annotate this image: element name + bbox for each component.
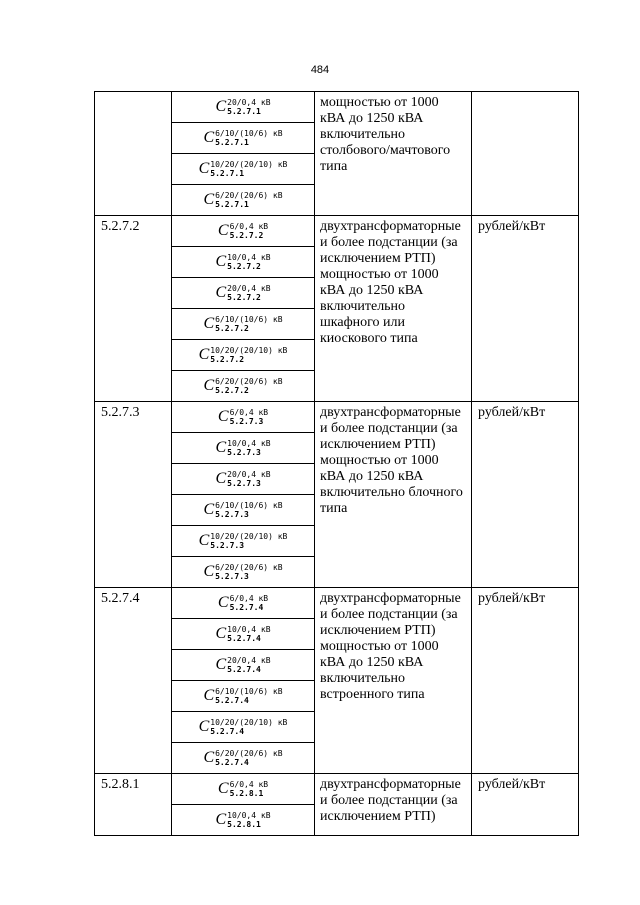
formula-superscript: 10/0,4 кВ — [227, 811, 271, 820]
rate-formula — [218, 222, 268, 240]
formula-superscript: 6/0,4 кВ — [229, 780, 269, 789]
formula-subscript: 5.2.7.2 — [229, 231, 264, 240]
formula-superscript: 6/10/(10/6) кВ — [215, 501, 283, 510]
formula-superscript: 10/20/(20/10) кВ — [210, 532, 288, 541]
formula-cell — [172, 774, 315, 836]
formula-base: C — [203, 749, 215, 766]
rate-formula — [215, 625, 270, 643]
formula-box — [172, 556, 314, 587]
formula-base: C — [198, 532, 210, 549]
formula-cell — [172, 92, 315, 216]
table-row — [95, 92, 579, 216]
formula-base: C — [215, 98, 227, 115]
rate-formula — [215, 284, 270, 302]
formula-subscript: 5.2.7.1 — [210, 169, 245, 178]
table-row — [95, 216, 579, 402]
rate-formula — [203, 749, 282, 767]
formula-subscript: 5.2.8.1 — [229, 789, 264, 798]
formula-base: C — [215, 439, 227, 456]
formula-box — [172, 432, 314, 463]
formula-subscript: 5.2.7.3 — [227, 448, 261, 457]
formula-box — [172, 494, 314, 525]
formula-subscript: 5.2.7.2 — [227, 293, 261, 302]
rate-formula — [215, 253, 270, 271]
item-code: 5.2.7.4 — [95, 588, 172, 774]
rate-formula — [199, 346, 288, 364]
formula-base: C — [198, 346, 210, 363]
rate-formula — [203, 315, 282, 333]
formula-subscript: 5.2.7.3 — [215, 510, 249, 519]
item-description: двухтрансформаторные и более подстанции (за исключением РТП) — [315, 774, 472, 836]
formula-box — [172, 525, 314, 556]
formula-box — [172, 711, 314, 742]
formula-superscript: 6/10/(10/6) кВ — [215, 315, 283, 324]
formula-superscript: 6/20/(20/6) кВ — [215, 563, 283, 572]
item-description: двухтрансформаторные и более подстанции (за исключением РТП) мощностью от 1000 кВА до 1250 кВА включительно шкафного или киоскового типа — [315, 216, 472, 402]
formula-subscript: 5.2.7.2 — [227, 262, 261, 271]
formula-base: C — [198, 718, 210, 735]
formula-subscript: 5.2.7.4 — [215, 696, 249, 705]
formula-box — [172, 339, 314, 370]
rate-formula — [203, 191, 282, 209]
formula-box — [172, 246, 314, 277]
formula-superscript: 10/0,4 кВ — [227, 253, 271, 262]
formula-base: C — [215, 811, 227, 828]
formula-superscript: 10/20/(20/10) кВ — [210, 346, 288, 355]
formula-base: C — [203, 377, 215, 394]
formula-subscript: 5.2.7.1 — [227, 107, 261, 116]
formula-box — [172, 92, 314, 122]
unit-cell: рублей/кВт — [472, 588, 579, 774]
formula-subscript: 5.2.7.3 — [215, 572, 249, 581]
formula-base: C — [215, 284, 227, 301]
unit-cell: рублей/кВт — [472, 774, 579, 836]
formula-superscript: 6/10/(10/6) кВ — [215, 687, 283, 696]
formula-subscript: 5.2.7.4 — [229, 603, 264, 612]
formula-cell — [172, 216, 315, 402]
formula-cell — [172, 402, 315, 588]
unit-cell: рублей/кВт — [472, 402, 579, 588]
formula-subscript: 5.2.8.1 — [227, 820, 261, 829]
formula-superscript: 10/20/(20/10) кВ — [210, 718, 288, 727]
formula-box — [172, 774, 314, 804]
rate-formula — [203, 129, 282, 147]
formula-superscript: 6/0,4 кВ — [229, 594, 269, 603]
item-code: 5.2.7.3 — [95, 402, 172, 588]
formula-base: C — [198, 160, 210, 177]
tariff-table-body — [95, 92, 579, 836]
rate-formula — [215, 811, 270, 829]
formula-box — [172, 649, 314, 680]
formula-superscript: 20/0,4 кВ — [227, 656, 271, 665]
formula-box — [172, 153, 314, 184]
item-code: 5.2.8.1 — [95, 774, 172, 836]
formula-base: C — [203, 501, 215, 518]
table-row — [95, 402, 579, 588]
table-row — [95, 588, 579, 774]
rate-formula — [203, 377, 282, 395]
rate-formula — [203, 501, 282, 519]
unit-cell — [472, 92, 579, 216]
formula-superscript: 20/0,4 кВ — [227, 284, 271, 293]
rate-formula — [218, 408, 268, 426]
formula-subscript: 5.2.7.1 — [215, 138, 249, 147]
formula-box — [172, 402, 314, 432]
formula-box — [172, 742, 314, 773]
formula-base: C — [203, 191, 215, 208]
formula-base: C — [203, 315, 215, 332]
formula-box — [172, 277, 314, 308]
formula-superscript: 6/10/(10/6) кВ — [215, 129, 283, 138]
formula-superscript: 10/0,4 кВ — [227, 625, 271, 634]
formula-superscript: 10/0,4 кВ — [227, 439, 271, 448]
formula-superscript: 6/0,4 кВ — [229, 408, 269, 417]
formula-box — [172, 370, 314, 401]
formula-subscript: 5.2.7.4 — [227, 634, 261, 643]
rate-formula — [215, 470, 270, 488]
formula-box — [172, 308, 314, 339]
formula-base: C — [215, 625, 227, 642]
formula-base: C — [215, 656, 227, 673]
formula-subscript: 5.2.7.2 — [215, 386, 249, 395]
formula-superscript: 6/20/(20/6) кВ — [215, 377, 283, 386]
rate-formula — [215, 98, 270, 116]
rate-formula — [215, 439, 270, 457]
formula-base: C — [217, 594, 229, 611]
formula-superscript: 6/20/(20/6) кВ — [215, 749, 283, 758]
formula-superscript: 6/20/(20/6) кВ — [215, 191, 283, 200]
rate-formula — [203, 563, 282, 581]
formula-subscript: 5.2.7.4 — [210, 727, 245, 736]
formula-base: C — [203, 687, 215, 704]
formula-base: C — [203, 129, 215, 146]
formula-box — [172, 588, 314, 618]
rate-formula — [199, 160, 288, 178]
formula-subscript: 5.2.7.3 — [229, 417, 264, 426]
formula-base: C — [217, 780, 229, 797]
formula-superscript: 6/0,4 кВ — [229, 222, 269, 231]
formula-base: C — [215, 253, 227, 270]
formula-base: C — [217, 222, 229, 239]
table-row — [95, 774, 579, 836]
formula-base: C — [217, 408, 229, 425]
item-code — [95, 92, 172, 216]
formula-base: C — [215, 470, 227, 487]
formula-box — [172, 122, 314, 153]
item-code: 5.2.7.2 — [95, 216, 172, 402]
formula-subscript: 5.2.7.3 — [210, 541, 245, 550]
tariff-table — [94, 91, 579, 836]
rate-formula — [199, 718, 288, 736]
item-description: двухтрансформаторные и более подстанции (за исключением РТП) мощностью от 1000 кВА до 1250 кВА включительно встроенного типа — [315, 588, 472, 774]
formula-subscript: 5.2.7.4 — [215, 758, 249, 767]
formula-box — [172, 618, 314, 649]
formula-superscript: 20/0,4 кВ — [227, 98, 271, 107]
unit-cell: рублей/кВт — [472, 216, 579, 402]
formula-subscript: 5.2.7.4 — [227, 665, 261, 674]
formula-box — [172, 216, 314, 246]
formula-cell — [172, 588, 315, 774]
rate-formula — [218, 594, 268, 612]
formula-subscript: 5.2.7.1 — [215, 200, 249, 209]
formula-box — [172, 804, 314, 835]
formula-box — [172, 184, 314, 215]
item-description: мощностью от 1000 кВА до 1250 кВА включительно столбового/мачтового типа — [315, 92, 472, 216]
rate-formula — [218, 780, 268, 798]
rate-formula — [215, 656, 270, 674]
formula-base: C — [203, 563, 215, 580]
formula-subscript: 5.2.7.3 — [227, 479, 261, 488]
rate-formula — [199, 532, 288, 550]
formula-superscript: 20/0,4 кВ — [227, 470, 271, 479]
rate-formula — [203, 687, 282, 705]
formula-box — [172, 463, 314, 494]
item-description: двухтрансформаторные и более подстанции (за исключением РТП) мощностью от 1000 кВА до 1250 кВА включительно блочного типа — [315, 402, 472, 588]
page-number: 484 — [310, 64, 330, 76]
formula-subscript: 5.2.7.2 — [210, 355, 245, 364]
formula-subscript: 5.2.7.2 — [215, 324, 249, 333]
formula-superscript: 10/20/(20/10) кВ — [210, 160, 288, 169]
formula-box — [172, 680, 314, 711]
